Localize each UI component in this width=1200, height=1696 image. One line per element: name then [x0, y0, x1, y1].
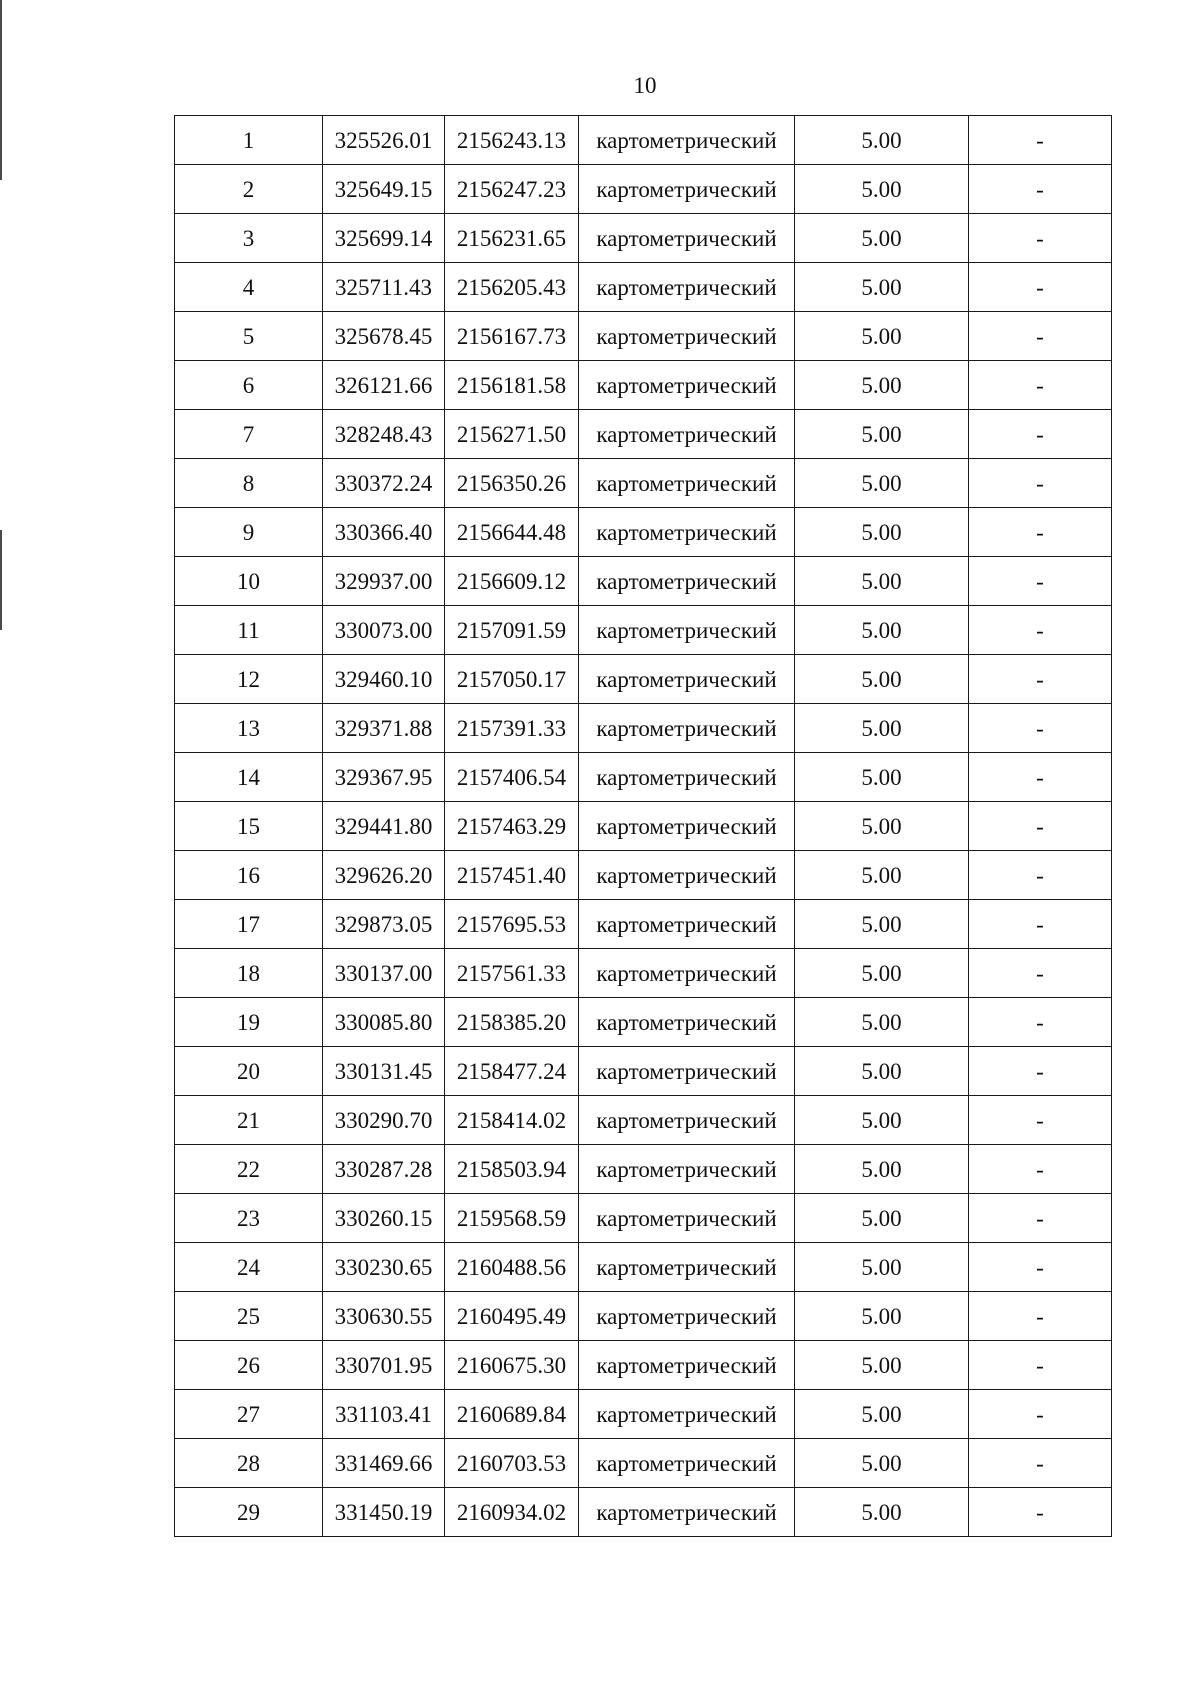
point-number-cell: 19 [175, 998, 323, 1047]
accuracy-cell: 5.00 [795, 606, 969, 655]
accuracy-cell: 5.00 [795, 1194, 969, 1243]
y-coordinate-cell: 2157451.40 [445, 851, 579, 900]
point-number-cell: 26 [175, 1341, 323, 1390]
accuracy-cell: 5.00 [795, 1439, 969, 1488]
x-coordinate-cell: 330287.28 [323, 1145, 445, 1194]
accuracy-cell: 5.00 [795, 802, 969, 851]
x-coordinate-cell: 330701.95 [323, 1341, 445, 1390]
page-number: 10 [633, 73, 657, 98]
accuracy-cell: 5.00 [795, 165, 969, 214]
extra-cell: - [969, 606, 1112, 655]
point-number-cell: 18 [175, 949, 323, 998]
accuracy-cell: 5.00 [795, 655, 969, 704]
x-coordinate-cell: 325526.01 [323, 116, 445, 165]
point-number-cell: 11 [175, 606, 323, 655]
table-row [175, 606, 1112, 655]
accuracy-cell: 5.00 [795, 1096, 969, 1145]
point-number-cell: 6 [175, 361, 323, 410]
table-row [175, 851, 1112, 900]
extra-cell: - [969, 1194, 1112, 1243]
y-coordinate-cell: 2156181.58 [445, 361, 579, 410]
extra-cell: - [969, 1390, 1112, 1439]
extra-cell: - [969, 1096, 1112, 1145]
table-row [175, 1292, 1112, 1341]
y-coordinate-cell: 2157406.54 [445, 753, 579, 802]
accuracy-cell: 5.00 [795, 361, 969, 410]
extra-cell: - [969, 753, 1112, 802]
extra-cell: - [969, 557, 1112, 606]
y-coordinate-cell: 2156231.65 [445, 214, 579, 263]
table-row [175, 459, 1112, 508]
y-coordinate-cell: 2157091.59 [445, 606, 579, 655]
extra-cell: - [969, 1341, 1112, 1390]
table-row [175, 214, 1112, 263]
method-cell: картометрический [579, 312, 795, 361]
x-coordinate-cell: 330290.70 [323, 1096, 445, 1145]
point-number-cell: 4 [175, 263, 323, 312]
y-coordinate-cell: 2157463.29 [445, 802, 579, 851]
accuracy-cell: 5.00 [795, 312, 969, 361]
point-number-cell: 7 [175, 410, 323, 459]
method-cell: картометрический [579, 214, 795, 263]
table-row [175, 1096, 1112, 1145]
extra-cell: - [969, 900, 1112, 949]
y-coordinate-cell: 2156350.26 [445, 459, 579, 508]
accuracy-cell: 5.00 [795, 508, 969, 557]
x-coordinate-cell: 330230.65 [323, 1243, 445, 1292]
x-coordinate-cell: 330131.45 [323, 1047, 445, 1096]
accuracy-cell: 5.00 [795, 851, 969, 900]
table-row [175, 410, 1112, 459]
table-row [175, 116, 1112, 165]
x-coordinate-cell: 330073.00 [323, 606, 445, 655]
extra-cell: - [969, 1243, 1112, 1292]
method-cell: картометрический [579, 557, 795, 606]
point-number-cell: 16 [175, 851, 323, 900]
table-row [175, 753, 1112, 802]
x-coordinate-cell: 331469.66 [323, 1439, 445, 1488]
y-coordinate-cell: 2157391.33 [445, 704, 579, 753]
point-number-cell: 1 [175, 116, 323, 165]
y-coordinate-cell: 2158385.20 [445, 998, 579, 1047]
x-coordinate-cell: 325711.43 [323, 263, 445, 312]
method-cell: картометрический [579, 1390, 795, 1439]
table-row [175, 1341, 1112, 1390]
y-coordinate-cell: 2156205.43 [445, 263, 579, 312]
y-coordinate-cell: 2157050.17 [445, 655, 579, 704]
y-coordinate-cell: 2156247.23 [445, 165, 579, 214]
y-coordinate-cell: 2160934.02 [445, 1488, 579, 1537]
method-cell: картометрический [579, 802, 795, 851]
point-number-cell: 14 [175, 753, 323, 802]
x-coordinate-cell: 329371.88 [323, 704, 445, 753]
method-cell: картометрический [579, 1243, 795, 1292]
method-cell: картометрический [579, 1439, 795, 1488]
accuracy-cell: 5.00 [795, 704, 969, 753]
y-coordinate-cell: 2160675.30 [445, 1341, 579, 1390]
x-coordinate-cell: 329626.20 [323, 851, 445, 900]
table-row [175, 655, 1112, 704]
point-number-cell: 8 [175, 459, 323, 508]
extra-cell: - [969, 1145, 1112, 1194]
y-coordinate-cell: 2156644.48 [445, 508, 579, 557]
y-coordinate-cell: 2158503.94 [445, 1145, 579, 1194]
x-coordinate-cell: 328248.43 [323, 410, 445, 459]
method-cell: картометрический [579, 753, 795, 802]
extra-cell: - [969, 802, 1112, 851]
method-cell: картометрический [579, 851, 795, 900]
method-cell: картометрический [579, 1194, 795, 1243]
method-cell: картометрический [579, 1047, 795, 1096]
accuracy-cell: 5.00 [795, 410, 969, 459]
method-cell: картометрический [579, 1488, 795, 1537]
extra-cell: - [969, 998, 1112, 1047]
extra-cell: - [969, 116, 1112, 165]
table-row [175, 1145, 1112, 1194]
table-row [175, 949, 1112, 998]
extra-cell: - [969, 263, 1112, 312]
table-row [175, 1488, 1112, 1537]
accuracy-cell: 5.00 [795, 1488, 969, 1537]
point-number-cell: 2 [175, 165, 323, 214]
method-cell: картометрический [579, 459, 795, 508]
extra-cell: - [969, 1439, 1112, 1488]
point-number-cell: 10 [175, 557, 323, 606]
x-coordinate-cell: 331103.41 [323, 1390, 445, 1439]
extra-cell: - [969, 410, 1112, 459]
extra-cell: - [969, 312, 1112, 361]
accuracy-cell: 5.00 [795, 900, 969, 949]
accuracy-cell: 5.00 [795, 1341, 969, 1390]
point-number-cell: 27 [175, 1390, 323, 1439]
point-number-cell: 13 [175, 704, 323, 753]
method-cell: картометрический [579, 998, 795, 1047]
x-coordinate-cell: 325649.15 [323, 165, 445, 214]
point-number-cell: 24 [175, 1243, 323, 1292]
table-row [175, 998, 1112, 1047]
extra-cell: - [969, 851, 1112, 900]
x-coordinate-cell: 329873.05 [323, 900, 445, 949]
table-row [175, 802, 1112, 851]
accuracy-cell: 5.00 [795, 1292, 969, 1341]
table-row [175, 704, 1112, 753]
x-coordinate-cell: 330085.80 [323, 998, 445, 1047]
x-coordinate-cell: 330630.55 [323, 1292, 445, 1341]
table-row [175, 508, 1112, 557]
x-coordinate-cell: 329367.95 [323, 753, 445, 802]
x-coordinate-cell: 325699.14 [323, 214, 445, 263]
y-coordinate-cell: 2160689.84 [445, 1390, 579, 1439]
x-coordinate-cell: 329441.80 [323, 802, 445, 851]
accuracy-cell: 5.00 [795, 949, 969, 998]
y-coordinate-cell: 2156609.12 [445, 557, 579, 606]
coordinates-table-body [175, 116, 1112, 1537]
accuracy-cell: 5.00 [795, 214, 969, 263]
x-coordinate-cell: 325678.45 [323, 312, 445, 361]
extra-cell: - [969, 459, 1112, 508]
method-cell: картометрический [579, 1096, 795, 1145]
table-row [175, 1439, 1112, 1488]
accuracy-cell: 5.00 [795, 753, 969, 802]
point-number-cell: 20 [175, 1047, 323, 1096]
x-coordinate-cell: 331450.19 [323, 1488, 445, 1537]
extra-cell: - [969, 165, 1112, 214]
table-row [175, 1047, 1112, 1096]
coordinates-table [174, 115, 1112, 1537]
extra-cell: - [969, 1047, 1112, 1096]
accuracy-cell: 5.00 [795, 263, 969, 312]
table-row [175, 165, 1112, 214]
accuracy-cell: 5.00 [795, 557, 969, 606]
extra-cell: - [969, 214, 1112, 263]
point-number-cell: 25 [175, 1292, 323, 1341]
table-row [175, 1243, 1112, 1292]
extra-cell: - [969, 949, 1112, 998]
accuracy-cell: 5.00 [795, 998, 969, 1047]
accuracy-cell: 5.00 [795, 1390, 969, 1439]
method-cell: картометрический [579, 900, 795, 949]
method-cell: картометрический [579, 116, 795, 165]
point-number-cell: 12 [175, 655, 323, 704]
method-cell: картометрический [579, 508, 795, 557]
x-coordinate-cell: 329937.00 [323, 557, 445, 606]
x-coordinate-cell: 330260.15 [323, 1194, 445, 1243]
table-row [175, 557, 1112, 606]
y-coordinate-cell: 2158414.02 [445, 1096, 579, 1145]
extra-cell: - [969, 655, 1112, 704]
extra-cell: - [969, 361, 1112, 410]
scan-edge-mark [0, 530, 2, 630]
y-coordinate-cell: 2159568.59 [445, 1194, 579, 1243]
method-cell: картометрический [579, 704, 795, 753]
accuracy-cell: 5.00 [795, 1047, 969, 1096]
extra-cell: - [969, 1292, 1112, 1341]
x-coordinate-cell: 330372.24 [323, 459, 445, 508]
method-cell: картометрический [579, 655, 795, 704]
accuracy-cell: 5.00 [795, 116, 969, 165]
method-cell: картометрический [579, 1292, 795, 1341]
method-cell: картометрический [579, 165, 795, 214]
y-coordinate-cell: 2160488.56 [445, 1243, 579, 1292]
y-coordinate-cell: 2157561.33 [445, 949, 579, 998]
method-cell: картометрический [579, 606, 795, 655]
method-cell: картометрический [579, 410, 795, 459]
point-number-cell: 23 [175, 1194, 323, 1243]
y-coordinate-cell: 2156271.50 [445, 410, 579, 459]
y-coordinate-cell: 2156167.73 [445, 312, 579, 361]
extra-cell: - [969, 1488, 1112, 1537]
point-number-cell: 22 [175, 1145, 323, 1194]
accuracy-cell: 5.00 [795, 1243, 969, 1292]
table-row [175, 361, 1112, 410]
x-coordinate-cell: 330366.40 [323, 508, 445, 557]
extra-cell: - [969, 704, 1112, 753]
x-coordinate-cell: 330137.00 [323, 949, 445, 998]
extra-cell: - [969, 508, 1112, 557]
point-number-cell: 15 [175, 802, 323, 851]
method-cell: картометрический [579, 1145, 795, 1194]
y-coordinate-cell: 2160495.49 [445, 1292, 579, 1341]
point-number-cell: 9 [175, 508, 323, 557]
table-row [175, 312, 1112, 361]
x-coordinate-cell: 329460.10 [323, 655, 445, 704]
point-number-cell: 5 [175, 312, 323, 361]
y-coordinate-cell: 2160703.53 [445, 1439, 579, 1488]
accuracy-cell: 5.00 [795, 1145, 969, 1194]
method-cell: картометрический [579, 949, 795, 998]
x-coordinate-cell: 326121.66 [323, 361, 445, 410]
y-coordinate-cell: 2158477.24 [445, 1047, 579, 1096]
point-number-cell: 28 [175, 1439, 323, 1488]
table-row [175, 1194, 1112, 1243]
accuracy-cell: 5.00 [795, 459, 969, 508]
y-coordinate-cell: 2157695.53 [445, 900, 579, 949]
method-cell: картометрический [579, 263, 795, 312]
point-number-cell: 29 [175, 1488, 323, 1537]
table-row [175, 900, 1112, 949]
point-number-cell: 17 [175, 900, 323, 949]
y-coordinate-cell: 2156243.13 [445, 116, 579, 165]
method-cell: картометрический [579, 361, 795, 410]
method-cell: картометрический [579, 1341, 795, 1390]
point-number-cell: 21 [175, 1096, 323, 1145]
point-number-cell: 3 [175, 214, 323, 263]
table-row [175, 263, 1112, 312]
table-row [175, 1390, 1112, 1439]
